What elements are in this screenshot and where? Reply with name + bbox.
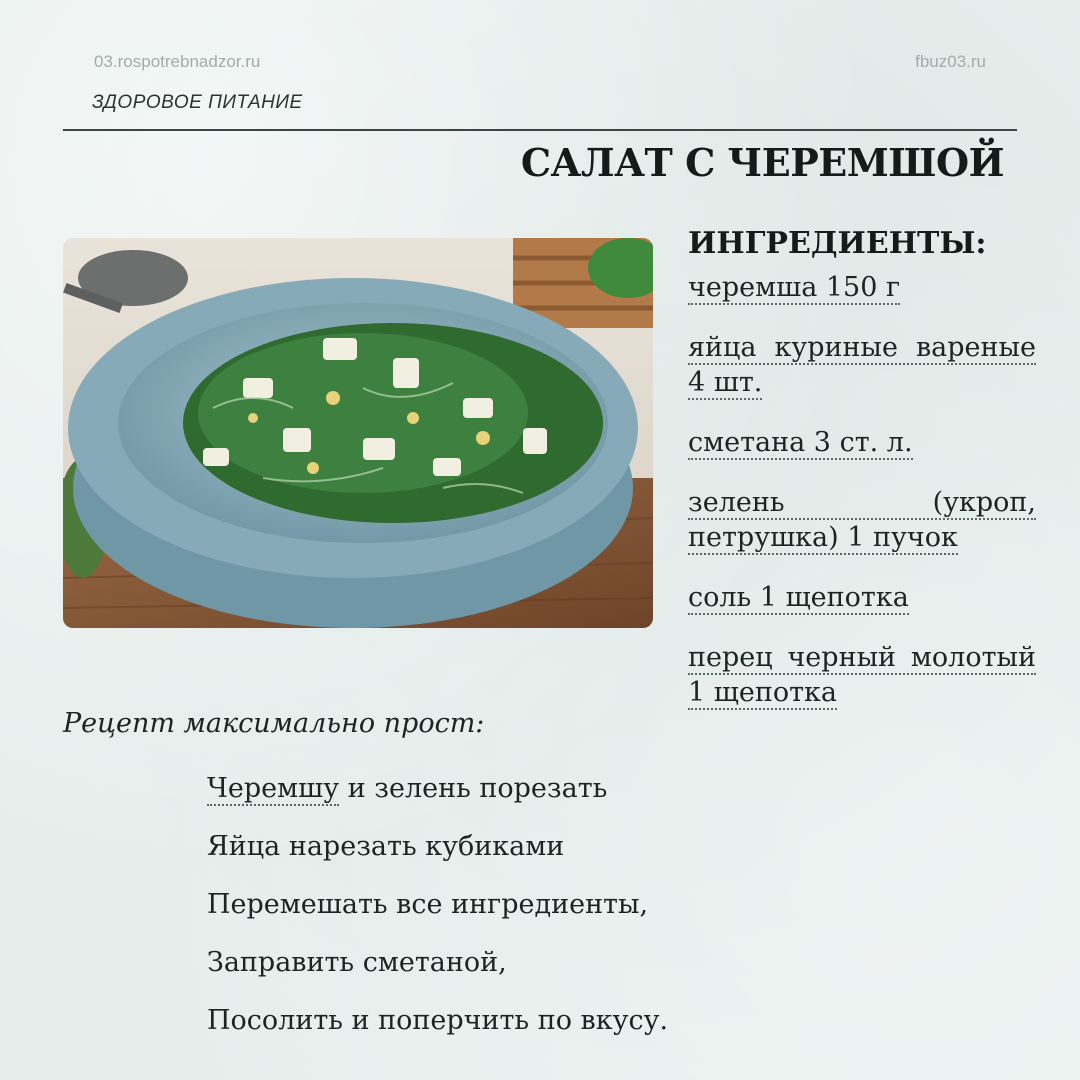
ingredient-item <box>688 640 1036 710</box>
recipe-step <box>207 770 668 828</box>
page-title: САЛАТ С ЧЕРЕМШОЙ <box>520 140 1004 185</box>
step-keyword: Черемшу <box>207 773 340 804</box>
source-site-left: 03.rospotrebnadzor.ru <box>94 52 261 71</box>
recipe-step: Посолить и поперчить по вкусу. <box>207 1005 669 1036</box>
ingredients-list <box>688 270 1036 735</box>
recipe-steps <box>207 770 668 1060</box>
ingredient-item <box>688 330 1036 400</box>
ingredient-text: перец черный молотый 1 щепотка <box>688 642 1036 708</box>
ingredient-text: соль 1 щепотка <box>688 582 909 613</box>
recipe-step: Перемешать все ингредиенты, <box>207 889 649 920</box>
ingredient-text: зелень (укроп, петрушка) 1 пучок <box>688 487 1036 553</box>
ingredient-item <box>688 485 1036 555</box>
header-divider <box>63 129 1017 131</box>
recipe-step: Заправить сметаной, <box>207 947 507 978</box>
ingredient-text: яйца куриные вареные 4 шт. <box>688 332 1036 398</box>
ingredient-item <box>688 270 1036 305</box>
ingredient-text: сметана 3 ст. л. <box>688 427 913 458</box>
ingredients-heading: ИНГРЕДИЕНТЫ: <box>688 226 987 261</box>
recipe-step: Яйца нарезать кубиками <box>207 831 565 862</box>
ingredient-item <box>688 580 1036 615</box>
recipe-intro: Рецепт максимально прост: <box>63 708 485 739</box>
step-text: и зелень порезать <box>339 773 608 804</box>
ingredient-item <box>688 425 1036 460</box>
source-site-right: fbuz03.ru <box>915 52 986 71</box>
ingredient-text: черемша 150 г <box>688 272 901 303</box>
section-label: ЗДОРОВОЕ ПИТАНИЕ <box>92 92 303 113</box>
salad-photo <box>63 238 653 628</box>
